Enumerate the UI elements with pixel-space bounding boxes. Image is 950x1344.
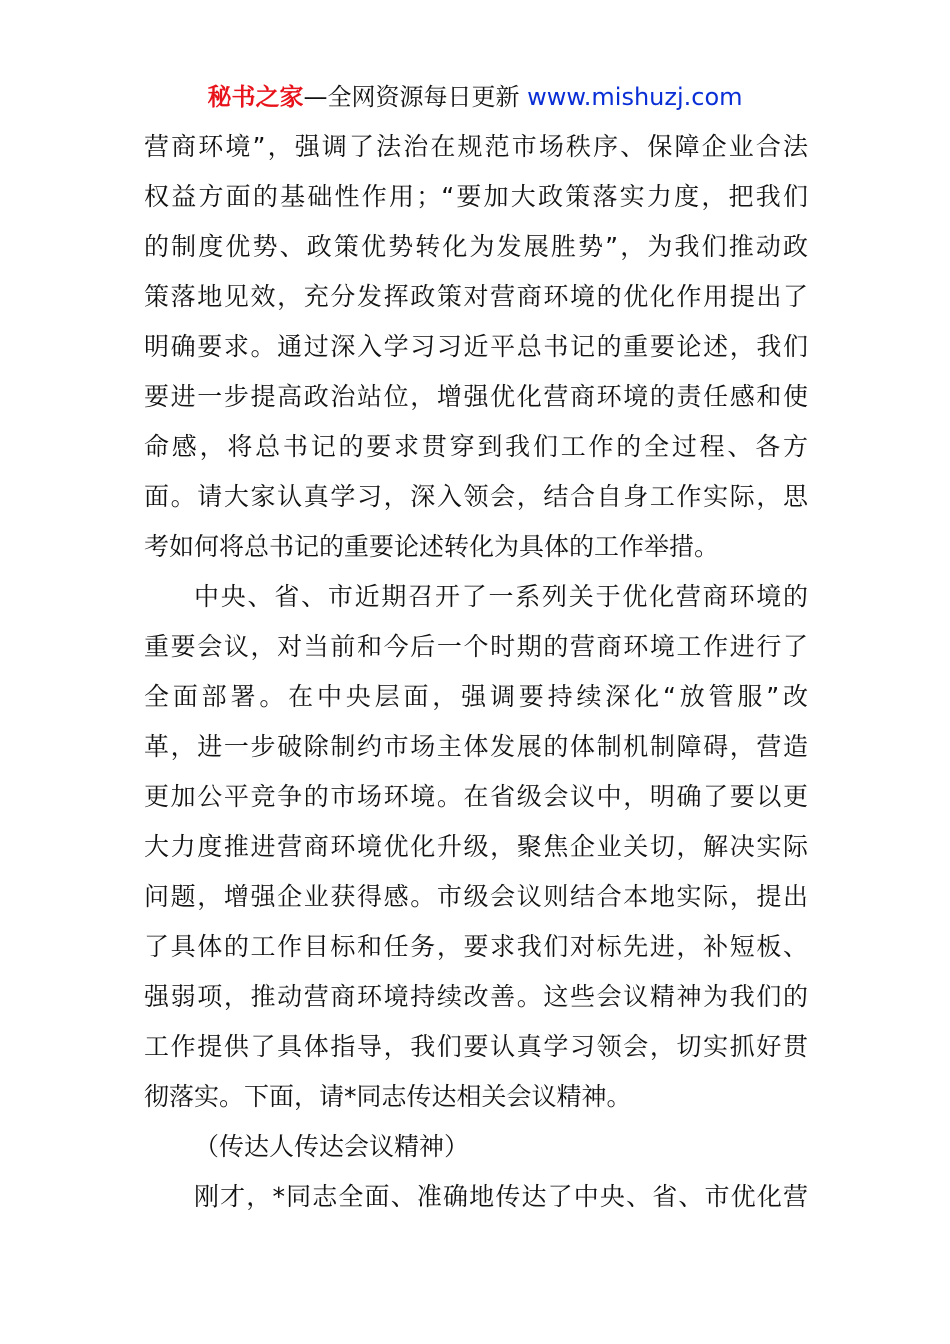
- text-line: 中央、省、市近期召开了一系列关于优化营商环境的: [194, 582, 808, 611]
- text-line: 全面部署。在中央层面，强调要持续深化“放管服”改: [144, 682, 808, 711]
- text-line: 重要会议，对当前和今后一个时期的营商环境工作进行了: [144, 632, 808, 661]
- text-line: 要进一步提高政治站位，增强优化营商环境的责任感和使: [144, 382, 808, 411]
- text-line: 的制度优势、政策优势转化为发展胜势”，为我们推动政: [144, 232, 808, 261]
- text-line: 权益方面的基础性作用；“要加大政策落实力度，把我们: [144, 182, 808, 211]
- text-line: 更加公平竞争的市场环境。在省级会议中，明确了要以更: [144, 782, 808, 811]
- text-line: 问题，增强企业获得感。市级会议则结合本地实际，提出: [144, 882, 808, 911]
- text-line: 革，进一步破除制约市场主体发展的体制机制障碍，营造: [144, 732, 808, 761]
- document-body: [144, 122, 808, 1222]
- text-line: 彻落实。下面，请*同志传达相关会议精神。: [144, 1082, 632, 1111]
- text-line: 面。请大家认真学习，深入领会，结合自身工作实际，思: [144, 482, 808, 511]
- text-line: 了具体的工作目标和任务，要求我们对标先进，补短板、: [144, 932, 808, 961]
- site-brand: 秘书之家: [207, 83, 304, 111]
- site-header: [0, 80, 950, 114]
- site-url[interactable]: www.mishuzj.com: [527, 83, 743, 111]
- text-line: 强弱项，推动营商环境持续改善。这些会议精神为我们的: [144, 982, 808, 1011]
- text-line: 大力度推进营商环境优化升级，聚焦企业关切，解决实际: [144, 832, 808, 861]
- text-line: 明确要求。通过深入学习习近平总书记的重要论述，我们: [144, 332, 808, 361]
- text-line: （传达人传达会议精神）: [194, 1132, 470, 1161]
- text-line: 刚才，*同志全面、准确地传达了中央、省、市优化营: [194, 1182, 808, 1211]
- text-line: 策落地见效，充分发挥政策对营商环境的优化作用提出了: [144, 282, 808, 311]
- text-line: 考如何将总书记的重要论述转化为具体的工作举措。: [144, 532, 720, 561]
- text-line: 工作提供了具体指导，我们要认真学习领会，切实抓好贯: [144, 1032, 808, 1061]
- text-line: 营商环境”，强调了法治在规范市场秩序、保障企业合法: [144, 132, 808, 161]
- text-line: 命感，将总书记的要求贯穿到我们工作的全过程、各方: [144, 432, 808, 461]
- site-tagline: —全网资源每日更新: [303, 83, 520, 111]
